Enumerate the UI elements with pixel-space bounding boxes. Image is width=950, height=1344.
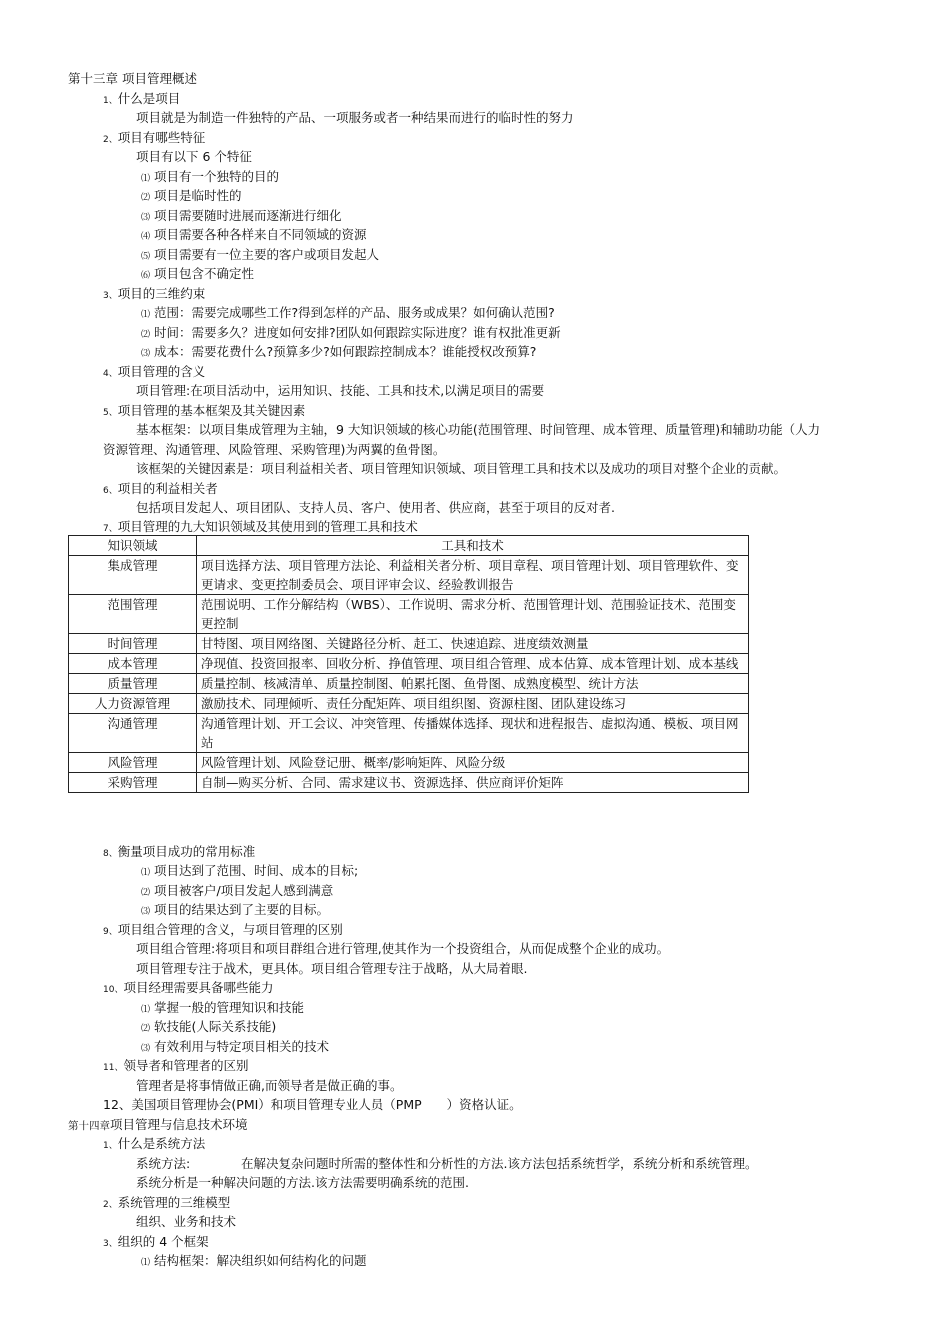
section-6-body: 包括项目发起人、项目团队、支持人员、客户、使用者、供应商，甚至于项目的反对者. [136, 500, 615, 515]
section-number: 1、 [103, 1141, 118, 1151]
item-text: 有效利用与特定项目相关的技术 [154, 1039, 330, 1054]
area-cell: 集成管理 [69, 556, 197, 595]
table-header-row [69, 536, 749, 556]
section-10-heading [103, 978, 273, 1000]
item-text: 项目达到了范围、时间、成本的目标; [154, 863, 359, 878]
section-9-body-1: 项目组合管理:将项目和项目群组合进行管理,使其作为一个投资组合，从而促成整个企业的成功。 [136, 941, 670, 956]
item-number: ⑶ [141, 349, 151, 359]
ch14-section-1-body-2: 系统分析是一种解决问题的方法.该方法需要明确系统的范围. [136, 1175, 469, 1190]
item-text: 项目包含不确定性 [154, 266, 255, 281]
item-text: 项目需要有一位主要的客户或项目发起人 [154, 247, 380, 262]
table-row [69, 654, 749, 674]
ch14-section-2-body: 组织、业务和技术 [136, 1214, 237, 1229]
item-text: 项目需要各种各样来自不同领域的资源 [154, 227, 367, 242]
section-number: 4、 [103, 369, 118, 379]
area-cell: 成本管理 [69, 654, 197, 674]
section-12-line: 12、美国项目管理协会(PMI）和项目管理专业人员（PMP ）资格认证。 [103, 1097, 522, 1112]
area-cell: 采购管理 [69, 773, 197, 793]
section-number: 7、 [103, 524, 118, 534]
list-item [141, 900, 329, 922]
area-cell: 范围管理 [69, 595, 197, 634]
knowledge-areas-table [68, 535, 749, 793]
item-number: ⑹ [141, 271, 151, 281]
table-row [69, 674, 749, 694]
tools-cell: 甘特图、项目网络图、关键路径分析、赶工、快速追踪、进度绩效测量 [197, 634, 749, 654]
item-number: ⑴ [141, 868, 151, 878]
tools-cell: 沟通管理计划、开工会议、冲突管理、传播媒体选择、现状和进程报告、虚拟沟通、模板、项目网站 [197, 714, 749, 753]
area-cell: 人力资源管理 [69, 694, 197, 714]
area-cell: 质量管理 [69, 674, 197, 694]
list-item [141, 861, 358, 883]
section-title: 项目的利益相关者 [117, 481, 218, 496]
item-text: 结构框架：解决组织如何结构化的问题 [154, 1253, 367, 1268]
table-row [69, 694, 749, 714]
item-number: ⑵ [141, 1024, 151, 1034]
section-2-intro: 项目有以下 6 个特征 [136, 149, 252, 164]
item-number: ⑵ [141, 193, 151, 203]
item-text: 范围：需要完成哪些工作?得到怎样的产品、服务或成果？如何确认范围? [154, 305, 555, 320]
item-number: ⑴ [141, 1005, 151, 1015]
section-number: 10、 [103, 985, 124, 995]
item-number: ⑸ [141, 252, 151, 262]
item-number: ⑴ [141, 310, 151, 320]
table-row [69, 634, 749, 654]
list-item [141, 225, 367, 247]
section-title: 什么是系统方法 [117, 1136, 206, 1151]
list-item [141, 186, 242, 208]
section-number: 1、 [103, 96, 118, 106]
item-text: 项目有一个独特的目的 [154, 169, 280, 184]
table-row [69, 595, 749, 634]
item-text: 项目需要随时进展而逐渐进行细化 [154, 208, 342, 223]
item-number: ⑴ [141, 174, 151, 184]
section-number: 9、 [103, 927, 118, 937]
section-number: 5、 [103, 408, 118, 418]
item-number: ⑴ [141, 1258, 151, 1268]
ch14-section-1-heading [103, 1134, 205, 1156]
list-item [141, 303, 555, 325]
section-title: 项目有哪些特征 [117, 130, 206, 145]
item-text: 项目的结果达到了主要的目标。 [154, 902, 330, 917]
section-number: 2、 [103, 1200, 118, 1210]
item-number: ⑶ [141, 213, 151, 223]
chapter-label: 第十四章 [68, 1120, 110, 1132]
section-1-body: 项目就是为制造一件独特的产品、一项服务或者一种结果而进行的临时性的努力 [136, 110, 574, 125]
table-row [69, 773, 749, 793]
tools-cell: 激励技术、同理倾听、责任分配矩阵、项目组织图、资源柱图、团队建设练习 [197, 694, 749, 714]
section-11-heading [103, 1056, 248, 1078]
item-number: ⑶ [141, 907, 151, 917]
section-title: 项目管理的含义 [117, 364, 206, 379]
tools-cell: 质量控制、核减清单、质量控制图、帕累托图、鱼骨图、成熟度模型、统计方法 [197, 674, 749, 694]
area-cell: 时间管理 [69, 634, 197, 654]
tools-cell: 项目选择方法、项目管理方法论、利益相关者分析、项目章程、项目管理计划、项目管理软件、变更请求、变更控制委员会、项目评审会议、经验教训报告 [197, 556, 749, 595]
item-text: 成本：需要花费什么?预算多少?如何跟踪控制成本？谁能授权改预算? [154, 344, 537, 359]
section-number: 6、 [103, 486, 118, 496]
tools-cell: 范围说明、工作分解结构（WBS）、工作说明、需求分析、范围管理计划、范围验证技术、范围变更控制 [197, 595, 749, 634]
section-number: 2、 [103, 135, 118, 145]
item-number: ⑵ [141, 888, 151, 898]
chapter-title: 项目管理与信息技术环境 [110, 1117, 248, 1132]
list-item [141, 1251, 367, 1273]
list-item [141, 342, 536, 364]
section-title: 衡量项目成功的常用标准 [117, 844, 256, 859]
tools-cell: 净现值、投资回报率、回收分析、挣值管理、项目组合管理、成本估算、成本管理计划、成本基线 [197, 654, 749, 674]
tools-cell: 风险管理计划、风险登记册、概率/影响矩阵、风险分级 [197, 753, 749, 773]
ch14-section-1-label: 系统方法: [136, 1156, 191, 1171]
section-title: 领导者和管理者的区别 [123, 1058, 249, 1073]
item-number: ⑷ [141, 232, 151, 242]
section-number: 3、 [103, 291, 118, 301]
section-5-body-2: 该框架的关键因素是：项目利益相关者、项目管理知识领域、项目管理工具和技术以及成功的项目对整个企业的贡献。 [136, 461, 787, 476]
section-title: 项目经理需要具备哪些能力 [123, 980, 274, 995]
section-title: 项目组合管理的含义，与项目管理的区别 [117, 922, 343, 937]
section-5-body-line2: 资源管理、沟通管理、风险管理、采购管理)为两翼的鱼骨图。 [103, 442, 446, 457]
section-title: 什么是项目 [117, 91, 181, 106]
item-number: ⑶ [141, 1044, 151, 1054]
area-cell: 风险管理 [69, 753, 197, 773]
column-header: 工具和技术 [197, 536, 749, 556]
area-cell: 沟通管理 [69, 714, 197, 753]
tools-cell: 自制—购买分析、合同、需求建议书、资源选择、供应商评价矩阵 [197, 773, 749, 793]
section-4-body: 项目管理:在项目活动中，运用知识、技能、工具和技术,以满足项目的需要 [136, 383, 545, 398]
item-text: 时间：需要多久？进度如何安排?团队如何跟踪实际进度？谁有权批准更新 [154, 325, 561, 340]
section-11-body: 管理者是将事情做正确,而领导者是做正确的事。 [136, 1078, 403, 1093]
item-text: 软技能(人际关系技能) [154, 1019, 277, 1034]
table-row [69, 714, 749, 753]
list-item [141, 264, 254, 286]
chapter-13-title: 第十三章 项目管理概述 [68, 71, 197, 86]
section-number: 8、 [103, 849, 118, 859]
item-text: 掌握一般的管理知识和技能 [154, 1000, 305, 1015]
section-number: 11、 [103, 1063, 124, 1073]
chapter-14-title [68, 1115, 248, 1136]
section-title: 项目的三维约束 [117, 286, 206, 301]
section-5-body-line1: 基本框架：以项目集成管理为主轴，9 大知识领域的核心功能(范围管理、时间管理、成本管理、质量管理)和辅助功能（人力 [136, 422, 821, 437]
section-title: 组织的 4 个框架 [117, 1234, 209, 1249]
item-text: 项目是临时性的 [154, 188, 242, 203]
table-row [69, 556, 749, 595]
section-number: 3、 [103, 1239, 118, 1249]
item-number: ⑵ [141, 330, 151, 340]
section-title: 项目管理的基本框架及其关键因素 [117, 403, 306, 418]
section-title: 项目管理的九大知识领域及其使用到的管理工具和技术 [117, 519, 418, 534]
table-row [69, 753, 749, 773]
section-title: 系统管理的三维模型 [117, 1195, 231, 1210]
column-header: 知识领域 [69, 536, 197, 556]
section-9-body-2: 项目管理专注于战术，更具体。项目组合管理专注于战略，从大局着眼. [136, 961, 528, 976]
item-text: 项目被客户/项目发起人感到满意 [154, 883, 334, 898]
list-item [141, 1017, 276, 1039]
ch14-section-1-body-1: 在解决复杂问题时所需的整体性和分析性的方法.该方法包括系统哲学，系统分析和系统管理。 [241, 1156, 758, 1171]
